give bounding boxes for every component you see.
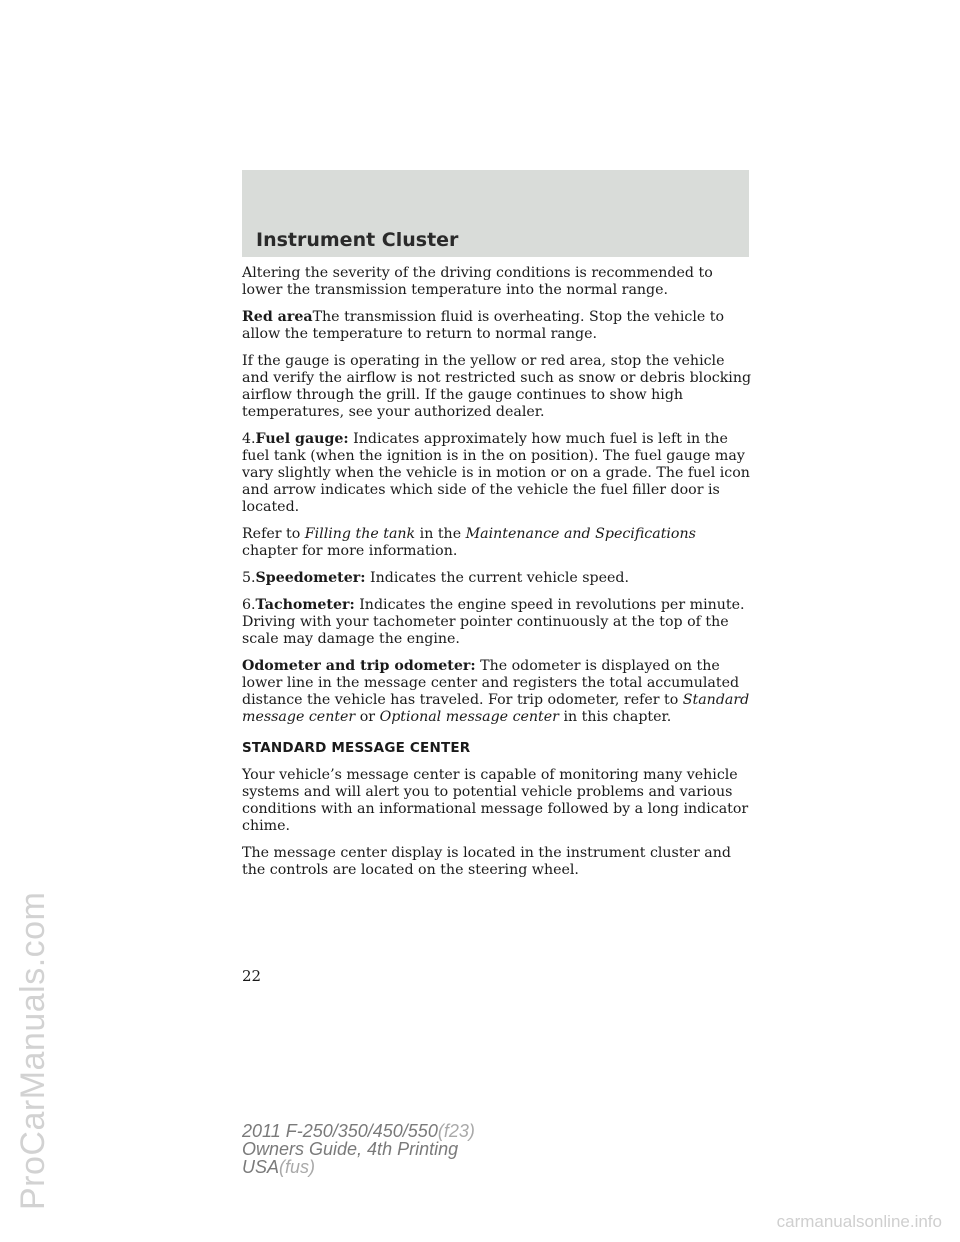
item-number: 5. xyxy=(242,570,256,586)
bottom-watermark: carmanualsonline.info xyxy=(776,1212,942,1231)
item-number: 6. xyxy=(242,597,256,613)
paragraph-text: Your vehicle’s message center is capable of monitoring many vehicle systems and will alert you to potential vehicle problems and various conditions with an informational message followed by a long indicator chime. xyxy=(242,767,749,834)
document-footer xyxy=(242,1122,475,1176)
section-heading: STANDARD MESSAGE CENTER xyxy=(242,740,471,756)
reference-maintenance-chapter: Maintenance and Specifications xyxy=(465,526,696,542)
paragraph-red-area xyxy=(242,309,752,343)
term-odometer: Odometer and trip odometer: xyxy=(242,658,476,674)
paragraph-text: in this chapter. xyxy=(563,709,672,725)
paragraph-text: chapter for more information. xyxy=(242,543,458,559)
paragraph-text: Refer to xyxy=(242,526,301,542)
footer-model-code: (f23) xyxy=(437,1121,475,1141)
paragraph-text: or xyxy=(359,709,376,725)
term-fuel-gauge: Fuel gauge: xyxy=(255,431,349,447)
footer-market-code: (fus) xyxy=(279,1157,316,1177)
paragraph-message-center-location xyxy=(242,845,752,879)
paragraph-text: The transmission fluid is overheating. Stop the vehicle to allow the temperature to return to normal range. xyxy=(242,309,725,342)
footer-line-edition: Owners Guide, 4th Printing xyxy=(242,1139,459,1159)
paragraph-tachometer xyxy=(242,597,752,648)
term-red-area: Red area xyxy=(242,309,313,325)
paragraph-text: If the gauge is operating in the yellow or red area, stop the vehicle and verify the airflow is not restricted such as snow or debris blocking airflow through the grill. If the gauge continues to show high temperatures, see your authorized dealer. xyxy=(242,353,752,420)
paragraph-text: Indicates the engine speed in revolutions per minute. Driving with your tachometer pointer continuously at the top of the scale may damage the engine. xyxy=(242,597,745,647)
paragraph-text: The message center display is located in the instrument cluster and the controls are located on the steering wheel. xyxy=(242,845,731,878)
paragraph-text: Indicates the current vehicle speed. xyxy=(370,570,630,586)
footer-model: 2011 F-250/350/450/550 xyxy=(242,1121,438,1141)
paragraph-gauge-warning xyxy=(242,353,752,421)
paragraph-refer-filling xyxy=(242,526,752,560)
footer-line-market xyxy=(242,1158,475,1176)
page-number: 22 xyxy=(242,967,262,985)
footer-line-model xyxy=(242,1122,475,1140)
reference-optional-message-center: Optional message center xyxy=(379,709,559,725)
reference-standard-message-center: Standard message center xyxy=(242,692,750,725)
paragraph-odometer xyxy=(242,658,752,726)
page-content xyxy=(242,265,752,889)
term-tachometer: Tachometer: xyxy=(255,597,355,613)
footer-market: USA xyxy=(242,1157,280,1177)
paragraph-fuel-gauge xyxy=(242,431,752,516)
paragraph-text: The odometer is displayed on the lower line in the message center and registers the total accumulated distance the vehicle has traveled. For trip odometer, refer to xyxy=(242,658,740,708)
term-speedometer: Speedometer: xyxy=(255,570,366,586)
item-number: 4. xyxy=(242,431,256,447)
reference-filling-the-tank: Filling the tank xyxy=(304,526,416,542)
paragraph-text: Altering the severity of the driving conditions is recommended to lower the transmission temperature into the normal range. xyxy=(242,265,713,298)
chapter-title: Instrument Cluster xyxy=(256,229,459,251)
paragraph-text: Indicates approximately how much fuel is left in the fuel tank (when the ignition is in the on position). The fuel gauge may vary slightly when the vehicle is in motion or on a grade. The fuel icon and arrow indicates which side of the vehicle the fuel filler door is located. xyxy=(242,431,750,515)
paragraph-text: in the xyxy=(419,526,462,542)
paragraph-message-center-intro xyxy=(242,767,752,835)
paragraph-speedometer xyxy=(242,570,752,587)
side-watermark: ProCarManuals.com xyxy=(14,891,52,1210)
chapter-header xyxy=(242,170,749,257)
paragraph-transmission-note xyxy=(242,265,752,299)
